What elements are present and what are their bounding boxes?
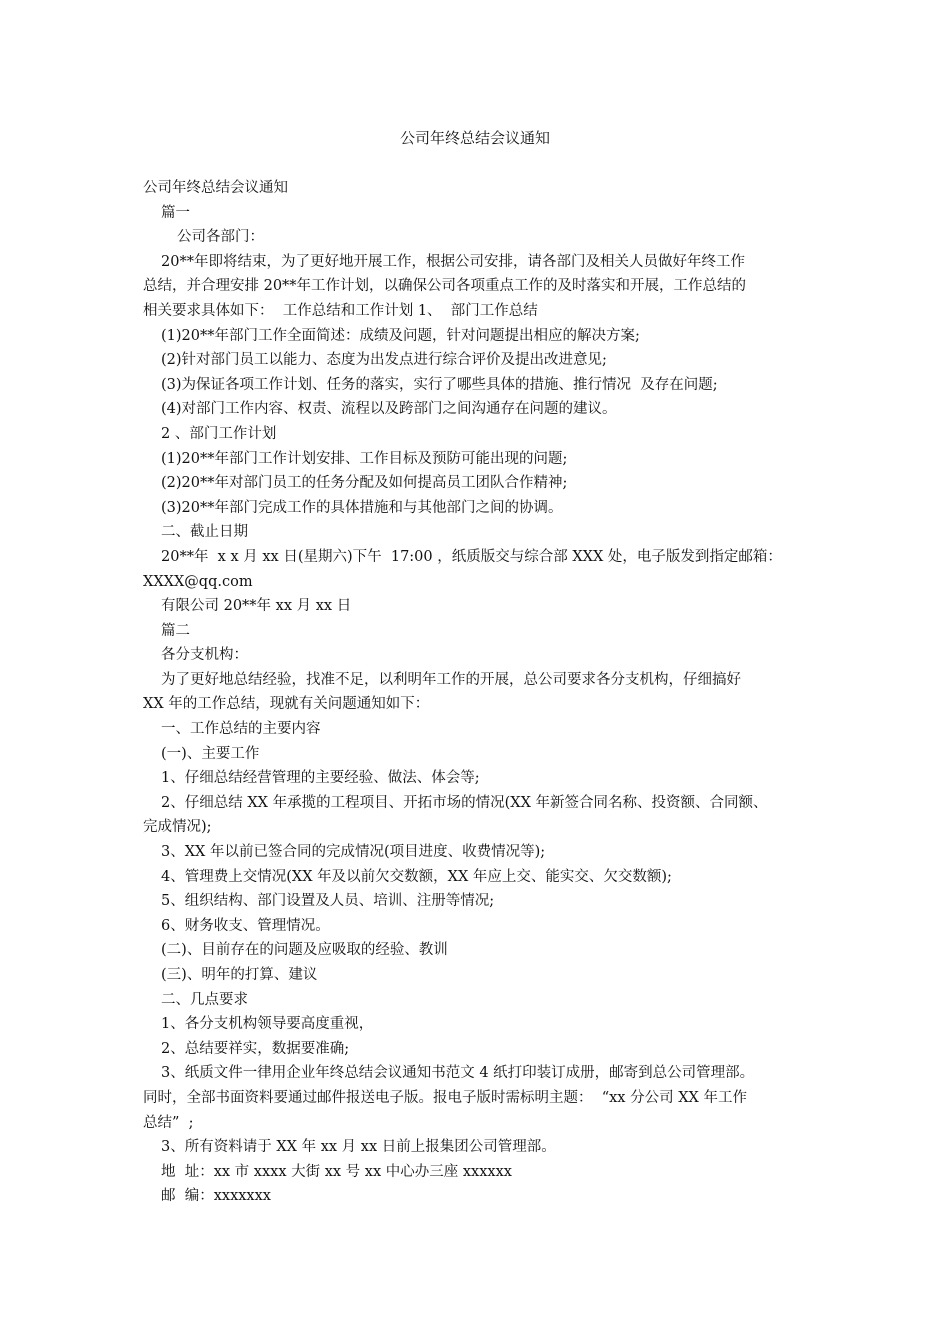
text-line: (二)、目前存在的问题及应吸取的经验、教训 bbox=[161, 942, 448, 959]
text-line: 公司各部门： bbox=[177, 229, 264, 246]
document-title: 公司年终总结会议通知 bbox=[399, 129, 550, 147]
text-line: (1)20**年部门工作全面简述：成绩及问题，针对问题提出相应的解决方案; bbox=[161, 327, 640, 344]
text-line: 相关要求具体如下： 工作总结和工作计划 1、 部门工作总结 bbox=[143, 302, 538, 319]
text-line: 二、几点要求 bbox=[161, 991, 248, 1008]
text-line: (2)针对部门员工以能力、态度为出发点进行综合评价及提出改进意见; bbox=[161, 352, 607, 369]
text-line: (3)为保证各项工作计划、任务的落实，实行了哪些具体的措施、推行情况 及存在问题; bbox=[161, 376, 718, 393]
text-line: 一、工作总结的主要内容 bbox=[161, 721, 321, 738]
text-line: 3、纸质文件一律用企业年终总结会议通知书范文 4 纸打印装订成册，邮寄到总公司管理部。 bbox=[161, 1065, 755, 1082]
text-line: 二、截止日期 bbox=[161, 524, 248, 541]
text-line: 同时，全部书面资料要通过邮件报送电子版。报电子版时需标明主题： “xx 分公司 XX 年工作 bbox=[143, 1089, 747, 1106]
text-line: 总结” ; bbox=[143, 1114, 194, 1131]
text-line: (三)、明年的打算、建议 bbox=[161, 967, 318, 983]
text-line: (4)对部门工作内容、权责、流程以及跨部门之间沟通存在问题的建议。 bbox=[161, 401, 617, 418]
text-line: 有限公司 20**年 xx 月 xx 日 bbox=[161, 598, 352, 615]
text-line: 篇一 bbox=[161, 204, 190, 221]
text-line: 完成情况); bbox=[143, 819, 212, 836]
text-line: XXXX@qq.com bbox=[143, 573, 253, 590]
text-line: (3)20**年部门完成工作的具体措施和与其他部门之间的协调。 bbox=[161, 499, 563, 516]
text-line: 总结，并合理安排 20**年工作计划，以确保公司各项重点工作的及时落实和开展，工作总结的 bbox=[143, 278, 747, 295]
text-line: 地 址：xx 市 xxxx 大街 xx 号 xx 中心办三座 xxxxxx bbox=[161, 1163, 512, 1180]
text-line: (1)20**年部门工作计划安排、工作目标及预防可能出现的问题; bbox=[161, 450, 568, 467]
text-line: 4、管理费上交情况(XX 年及以前欠交数额，XX 年应上交、能实交、欠交数额); bbox=[161, 868, 672, 885]
text-line: 2 、部门工作计划 bbox=[161, 425, 277, 442]
text-line: 3、所有资料请于 XX 年 xx 月 xx 日前上报集团公司管理部。 bbox=[161, 1139, 556, 1156]
text-line: 各分支机构： bbox=[161, 647, 248, 664]
text-line: 2、仔细总结 XX 年承揽的工程项目、开拓市场的情况(XX 年新签合同名称、投资额、合同额、 bbox=[161, 794, 768, 811]
text-line: 1、各分支机构领导要高度重视， bbox=[161, 1016, 374, 1033]
text-line: (2)20**年对部门员工的任务分配及如何提高员工团队合作精神; bbox=[161, 475, 568, 492]
text-line: 3、XX 年以前已签合同的完成情况(项目进度、收费情况等); bbox=[161, 844, 546, 861]
text-line: 篇二 bbox=[161, 622, 190, 639]
text-line: 2、总结要祥实，数据要准确; bbox=[161, 1040, 350, 1057]
text-line: 20**年 x x 月 xx 日(星期六)下午 17:00 ，纸质版交与综合部 XXX 处，电子版发到指定邮箱： bbox=[161, 548, 782, 565]
text-line: (一)、主要工作 bbox=[161, 745, 260, 762]
document-body bbox=[143, 176, 808, 1209]
text-line: 公司年终总结会议通知 bbox=[143, 180, 288, 196]
text-line: 20**年即将结束，为了更好地开展工作，根据公司安排，请各部门及相关人员做好年终工作 bbox=[161, 253, 745, 270]
text-line: 6、财务收支、管理情况。 bbox=[161, 917, 330, 934]
text-line: 邮 编：xxxxxxx bbox=[161, 1188, 271, 1205]
text-line: XX 年的工作总结，现就有关问题通知如下： bbox=[143, 696, 430, 713]
text-line: 1、仔细总结经营管理的主要经验、做法、体会等; bbox=[161, 770, 480, 787]
text-line: 5、组织结构、部门设置及人员、培训、注册等情况; bbox=[161, 893, 495, 910]
text-line: 为了更好地总结经验，找准不足，以利明年工作的开展，总公司要求各分支机构，仔细搞好 bbox=[161, 671, 741, 688]
